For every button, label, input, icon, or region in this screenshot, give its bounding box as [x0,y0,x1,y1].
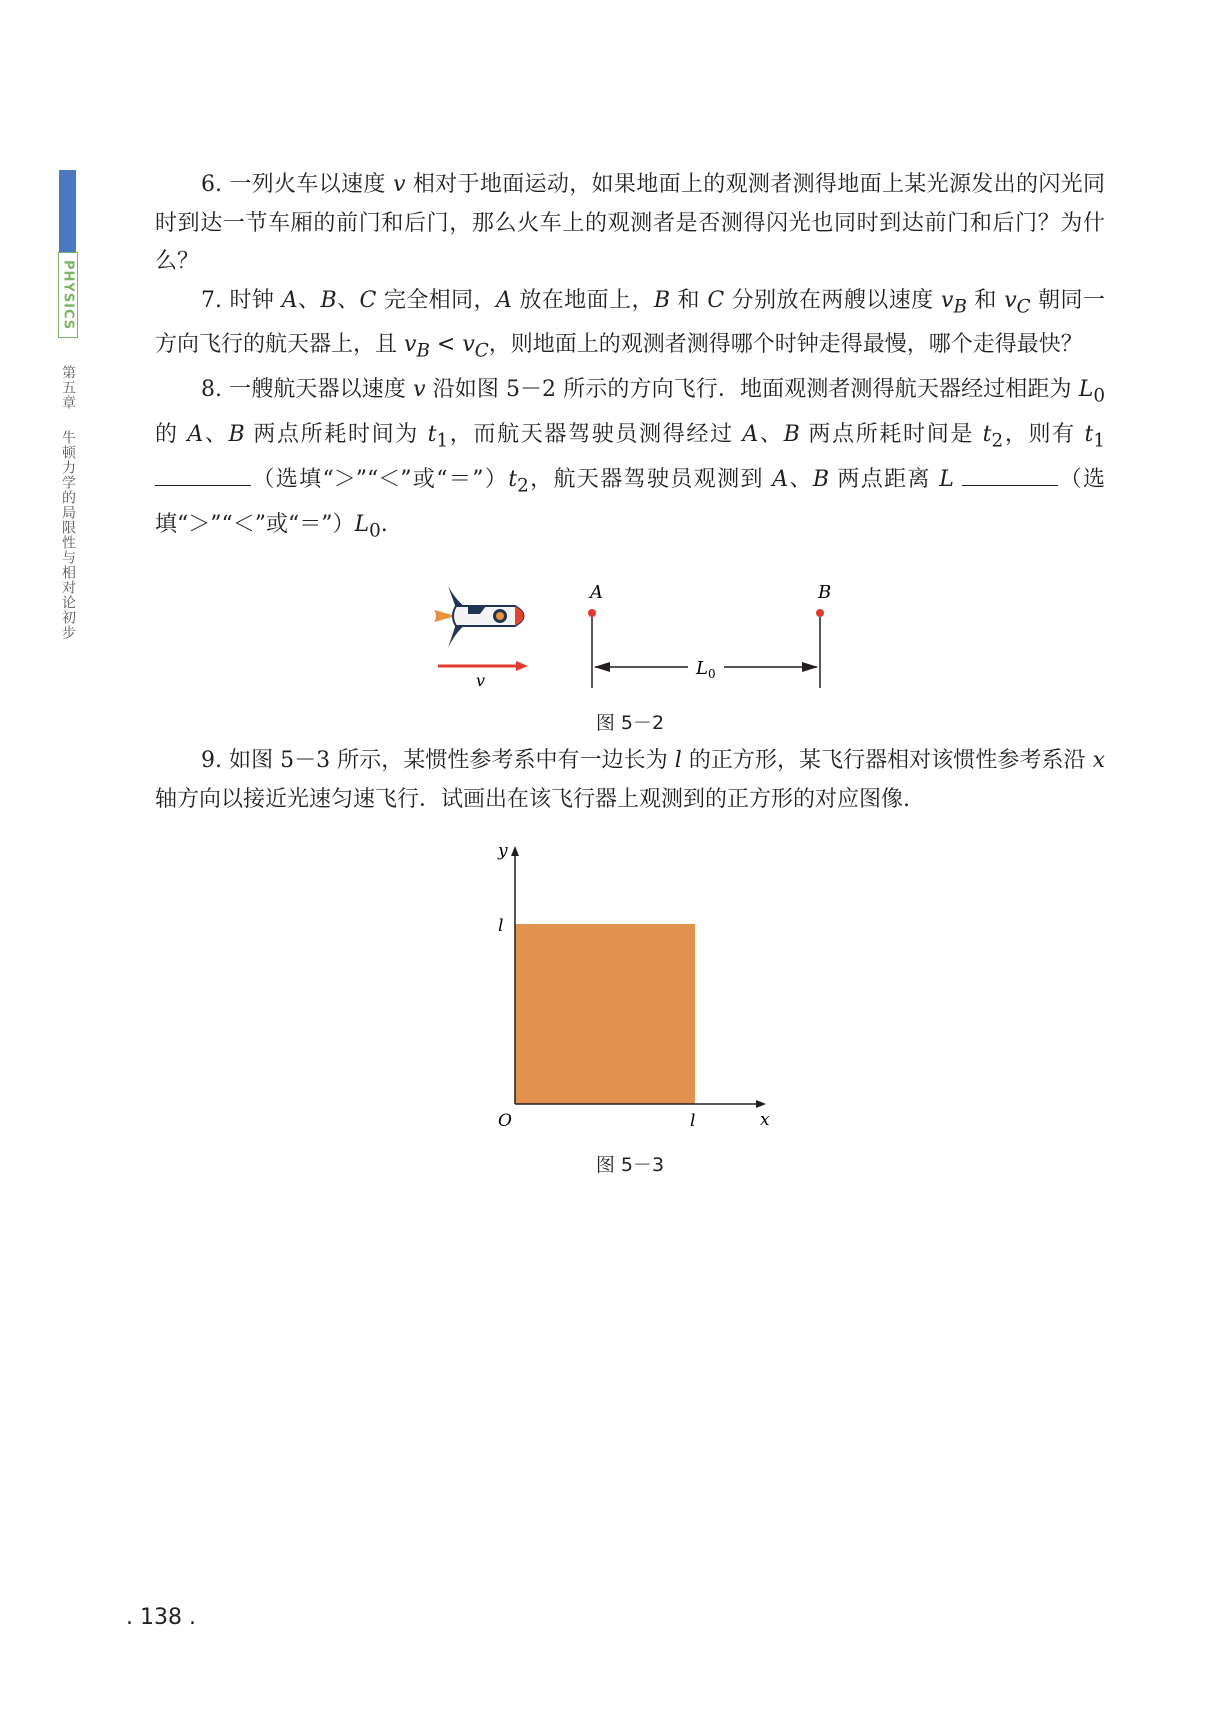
x-tick-label: l [690,1111,696,1130]
x-axis-label: x [760,1110,770,1130]
figure-5-2-svg [420,570,860,690]
figure-5-2 [420,570,860,690]
distance-arrow-right [802,662,818,672]
point-a-label: A [590,582,603,603]
chapter-title: 牛顿力学的局限性与相对论初步 [60,430,76,640]
y-axis-arrow [511,846,519,856]
figure-5-3 [480,840,780,1130]
x-axis-arrow [756,1100,766,1108]
question-9: 9. 如图 5－3 所示，某惯性参考系中有一边长为 l 的正方形，某飞行器相对该惯性参考系沿 x 轴方向以接近光速匀速飞行．试画出在该飞行器上观测到的正方形的对应图像. [155,748,1105,812]
figure-5-2-caption: 图 5－2 [595,712,665,734]
chapter-number: 第五章 [60,365,76,410]
point-a-dot [588,609,596,617]
y-tick-label: l [498,916,504,936]
point-b-dot [816,609,824,617]
velocity-label: v [476,671,486,690]
page-number: . 138 . [126,1605,196,1630]
y-axis-label: y [498,841,508,861]
sidebar-accent-bar [59,170,76,252]
physics-label-box [58,252,78,338]
distance-label: $L_0$ [696,658,716,681]
point-b-label: B [818,582,832,603]
rocket-icon [434,586,524,648]
origin-label: O [498,1111,512,1130]
physics-label: PHYSICS [60,259,76,331]
answer-blank-2[interactable] [962,467,1058,486]
figure-5-3-caption: 图 5－3 [595,1154,665,1176]
distance-arrow-left [594,662,610,672]
answer-blank-1[interactable] [155,467,251,486]
figure-5-3-svg [480,840,780,1130]
velocity-arrowhead [516,661,528,671]
questions-block [155,166,1105,551]
question-9-block [155,742,1105,819]
question-8: 8. 一艘航天器以速度 v 沿如图 5－2 所示的方向飞行．地面观测者测得航天器经过相距为 $L_0$ 的 A、B 两点所耗时间为 $t_1$，而航天器驾驶员测得经过 A、B 两点所耗时间是 $t_2$，则有 $t_1$ （选填“＞”“＜”或“$=”)t_2$，航天器驾驶员观测到 A、B 两点距离 L （选填“＞”“＜”或“$=”)L_0$. [155,377,1105,542]
square-shape [515,924,695,1104]
question-7: 7. 时钟 A、B、C 完全相同，A 放在地面上，B 和 C 分别放在两艘以速度 $v_B$ 和 $v_C$ 朝同一方向飞行的航天器上，且 $v_B < v_C$，则地面上的观测者测得哪个时钟走得最慢，哪个走得最快？ [155,287,1105,362]
question-6: 6. 一列火车以速度 v 相对于地面运动，如果地面上的观测者测得地面上某光源发出的闪光同时到达一节车厢的前门和后门，那么火车上的观测者是否测得闪光也同时到达前门和后门？为什么？ [155,172,1106,274]
